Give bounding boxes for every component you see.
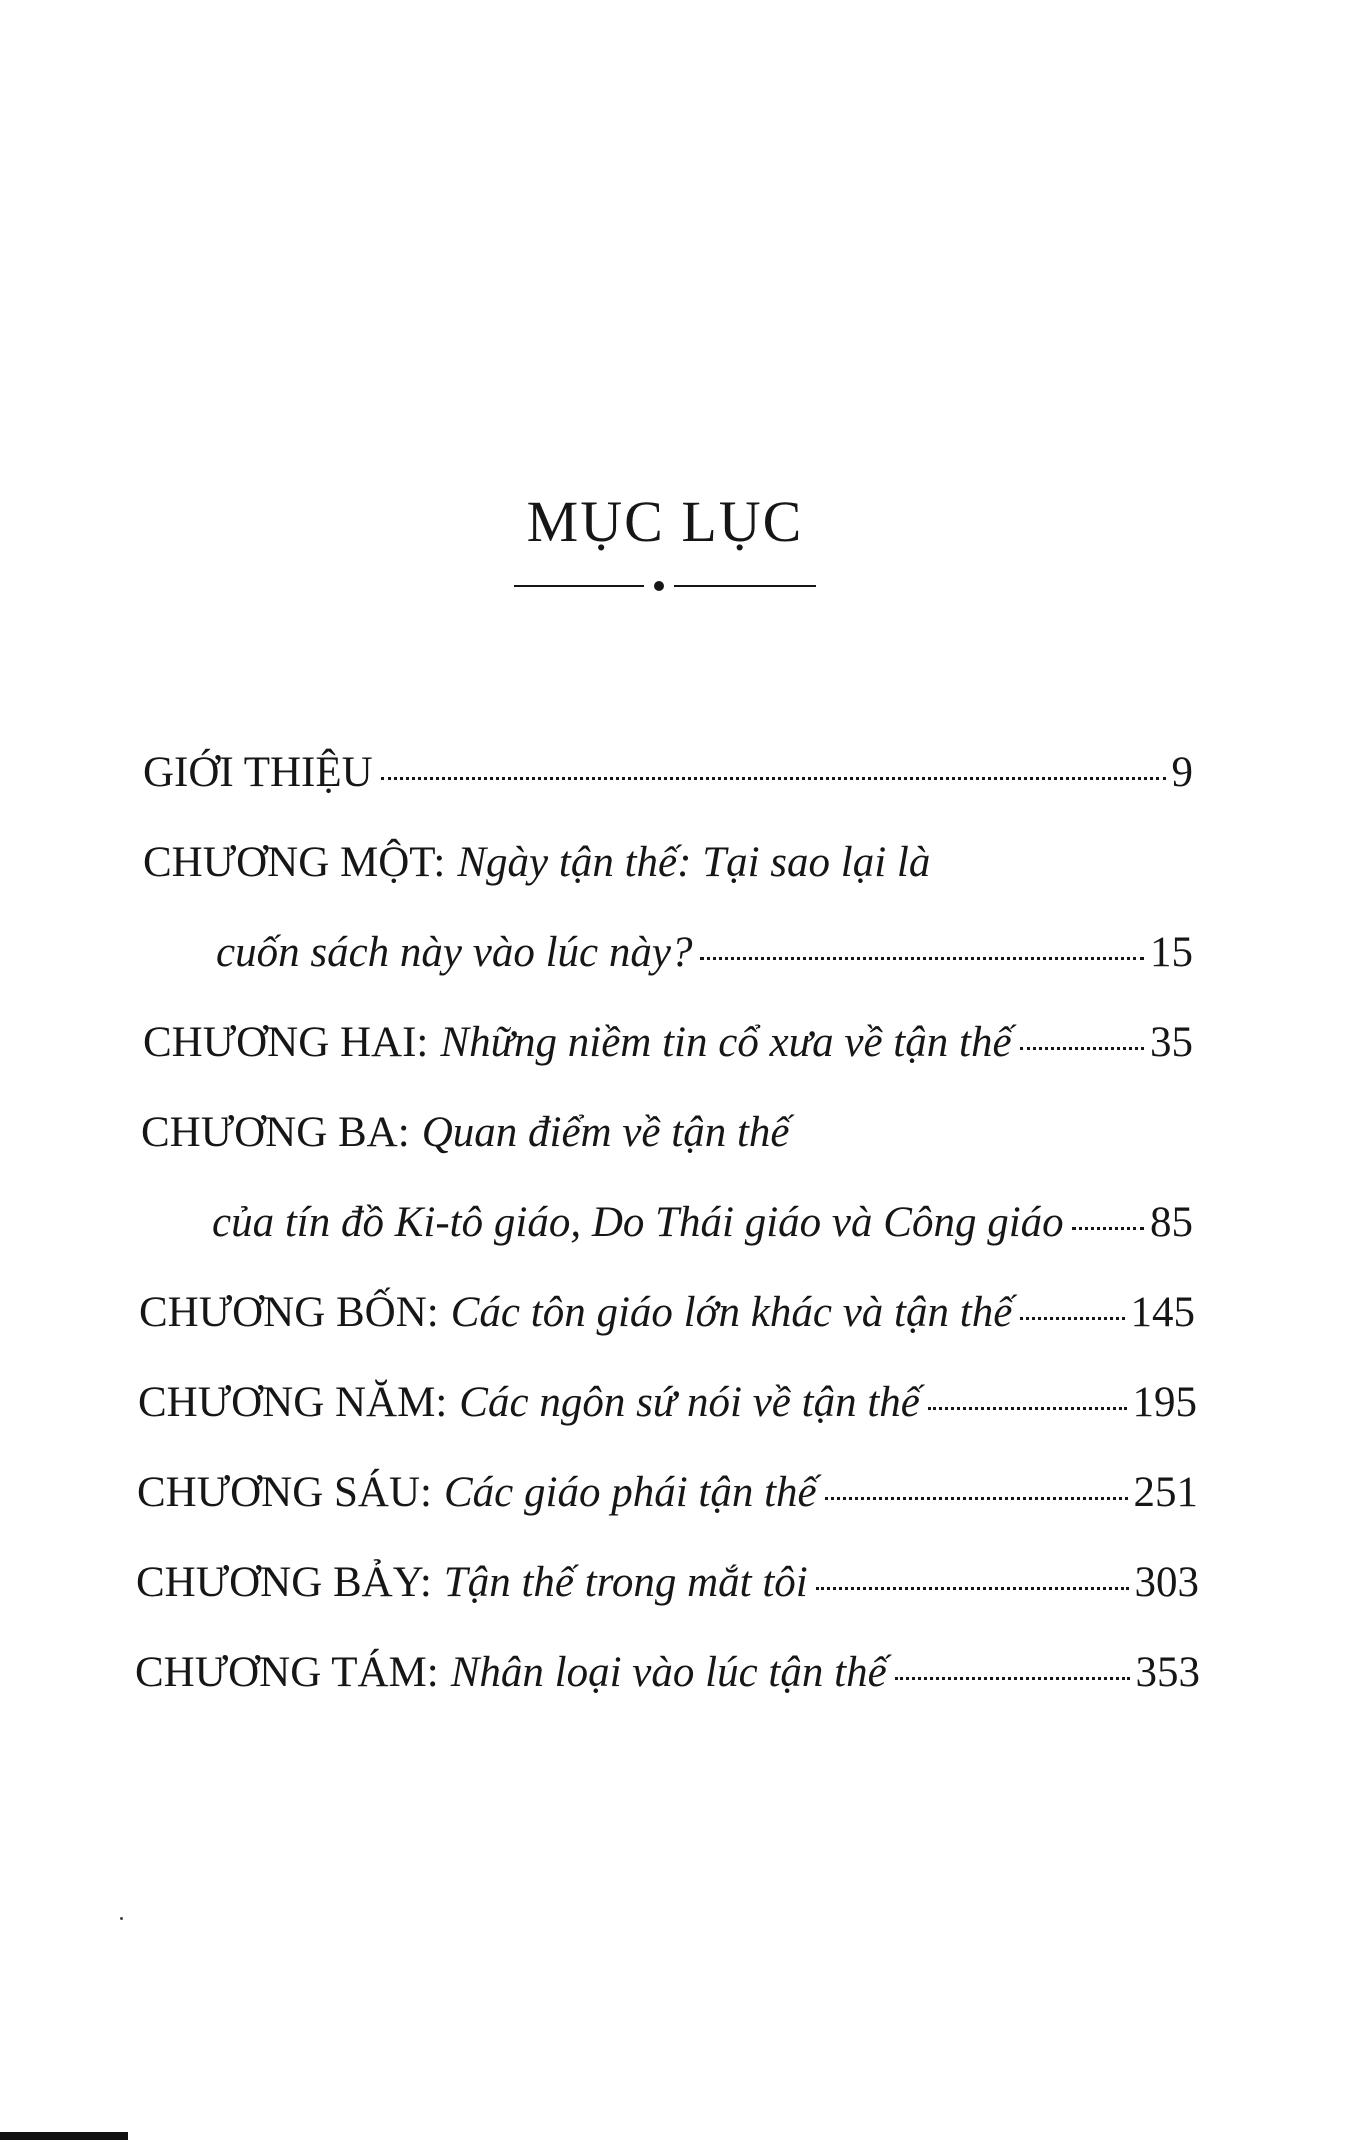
toc-chapter-subtitle: Các tôn giáo lớn khác và tận thế: [450, 1289, 1013, 1336]
toc-page-number: 145: [1130, 1289, 1195, 1336]
toc-chapter-label: CHƯƠNG BỐN:: [139, 1289, 439, 1336]
toc-chapter-subtitle: Các giáo phái tận thế: [443, 1469, 817, 1516]
toc-chapter-label: CHƯƠNG BẢY:: [136, 1559, 432, 1606]
toc-dot-leader: [825, 1497, 1128, 1500]
scan-speck: [120, 1917, 123, 1920]
toc-dot-leader: [928, 1407, 1127, 1410]
toc-page-number: 303: [1134, 1559, 1199, 1606]
toc-entry-chapter-3[interactable]: [141, 1108, 1193, 1157]
toc-chapter-subtitle: Tận thế trong mắt tôi: [443, 1559, 808, 1606]
toc-entry-chapter-4[interactable]: [139, 1288, 1195, 1337]
toc-dot-leader: [895, 1677, 1130, 1680]
toc-chapter-subtitle: cuốn sách này vào lúc này?: [216, 929, 693, 976]
toc-entry-introduction[interactable]: [143, 748, 1193, 797]
title-ornament: [514, 580, 816, 592]
ornament-line-right: [674, 585, 816, 587]
toc-entry-chapter-8[interactable]: [135, 1648, 1200, 1697]
ornament-dot: [654, 581, 664, 591]
toc-page-number: 195: [1132, 1379, 1197, 1426]
toc-dot-leader: [381, 777, 1166, 780]
toc-page-number: 9: [1171, 749, 1193, 796]
toc-chapter-subtitle: của tín đồ Ki-tô giáo, Do Thái giáo và Công giáo: [212, 1199, 1064, 1246]
toc-dot-leader: [816, 1587, 1129, 1590]
toc-page-number: 35: [1150, 1019, 1193, 1066]
toc-dot-leader: [1020, 1317, 1124, 1320]
page-title: MỤC LỤC: [526, 489, 804, 554]
toc-entry-chapter-1-continued[interactable]: [216, 928, 1193, 977]
toc-entry-chapter-7[interactable]: [136, 1558, 1199, 1607]
toc-entry-chapter-6[interactable]: [137, 1468, 1198, 1517]
toc-dot-leader: [1072, 1227, 1144, 1230]
toc-page-number: 85: [1150, 1199, 1193, 1246]
toc-page-number: 251: [1133, 1469, 1198, 1516]
toc-chapter-label: CHƯƠNG NĂM:: [138, 1379, 448, 1426]
toc-chapter-subtitle: Quan điểm về tận thế: [421, 1109, 790, 1156]
toc-chapter-label: GIỚI THIỆU: [143, 749, 373, 796]
page-edge-mark: [0, 2132, 128, 2140]
toc-chapter-subtitle: Nhân loại vào lúc tận thế: [450, 1649, 887, 1696]
toc-chapter-label: CHƯƠNG MỘT:: [143, 839, 446, 886]
toc-dot-leader: [700, 957, 1144, 960]
toc-chapter-subtitle: Ngày tận thế: Tại sao lại là: [457, 839, 931, 886]
toc-entry-chapter-2[interactable]: [143, 1018, 1193, 1067]
toc-entry-chapter-3-continued[interactable]: [212, 1198, 1193, 1247]
toc-page-number: 353: [1135, 1649, 1200, 1696]
toc-chapter-label: CHƯƠNG HAI:: [143, 1019, 429, 1066]
toc-entry-chapter-1[interactable]: [143, 838, 1193, 887]
toc-chapter-subtitle: Những niềm tin cổ xưa về tận thế: [440, 1019, 1012, 1066]
toc-chapter-subtitle: Các ngôn sứ nói về tận thế: [459, 1379, 920, 1426]
toc-chapter-label: CHƯƠNG SÁU:: [137, 1469, 432, 1516]
toc-page-number: 15: [1150, 929, 1193, 976]
toc-dot-leader: [1020, 1047, 1144, 1050]
toc-chapter-label: CHƯƠNG TÁM:: [135, 1649, 439, 1696]
toc-chapter-label: CHƯƠNG BA:: [141, 1109, 410, 1156]
toc-entry-chapter-5[interactable]: [138, 1378, 1197, 1427]
ornament-line-left: [514, 585, 644, 587]
